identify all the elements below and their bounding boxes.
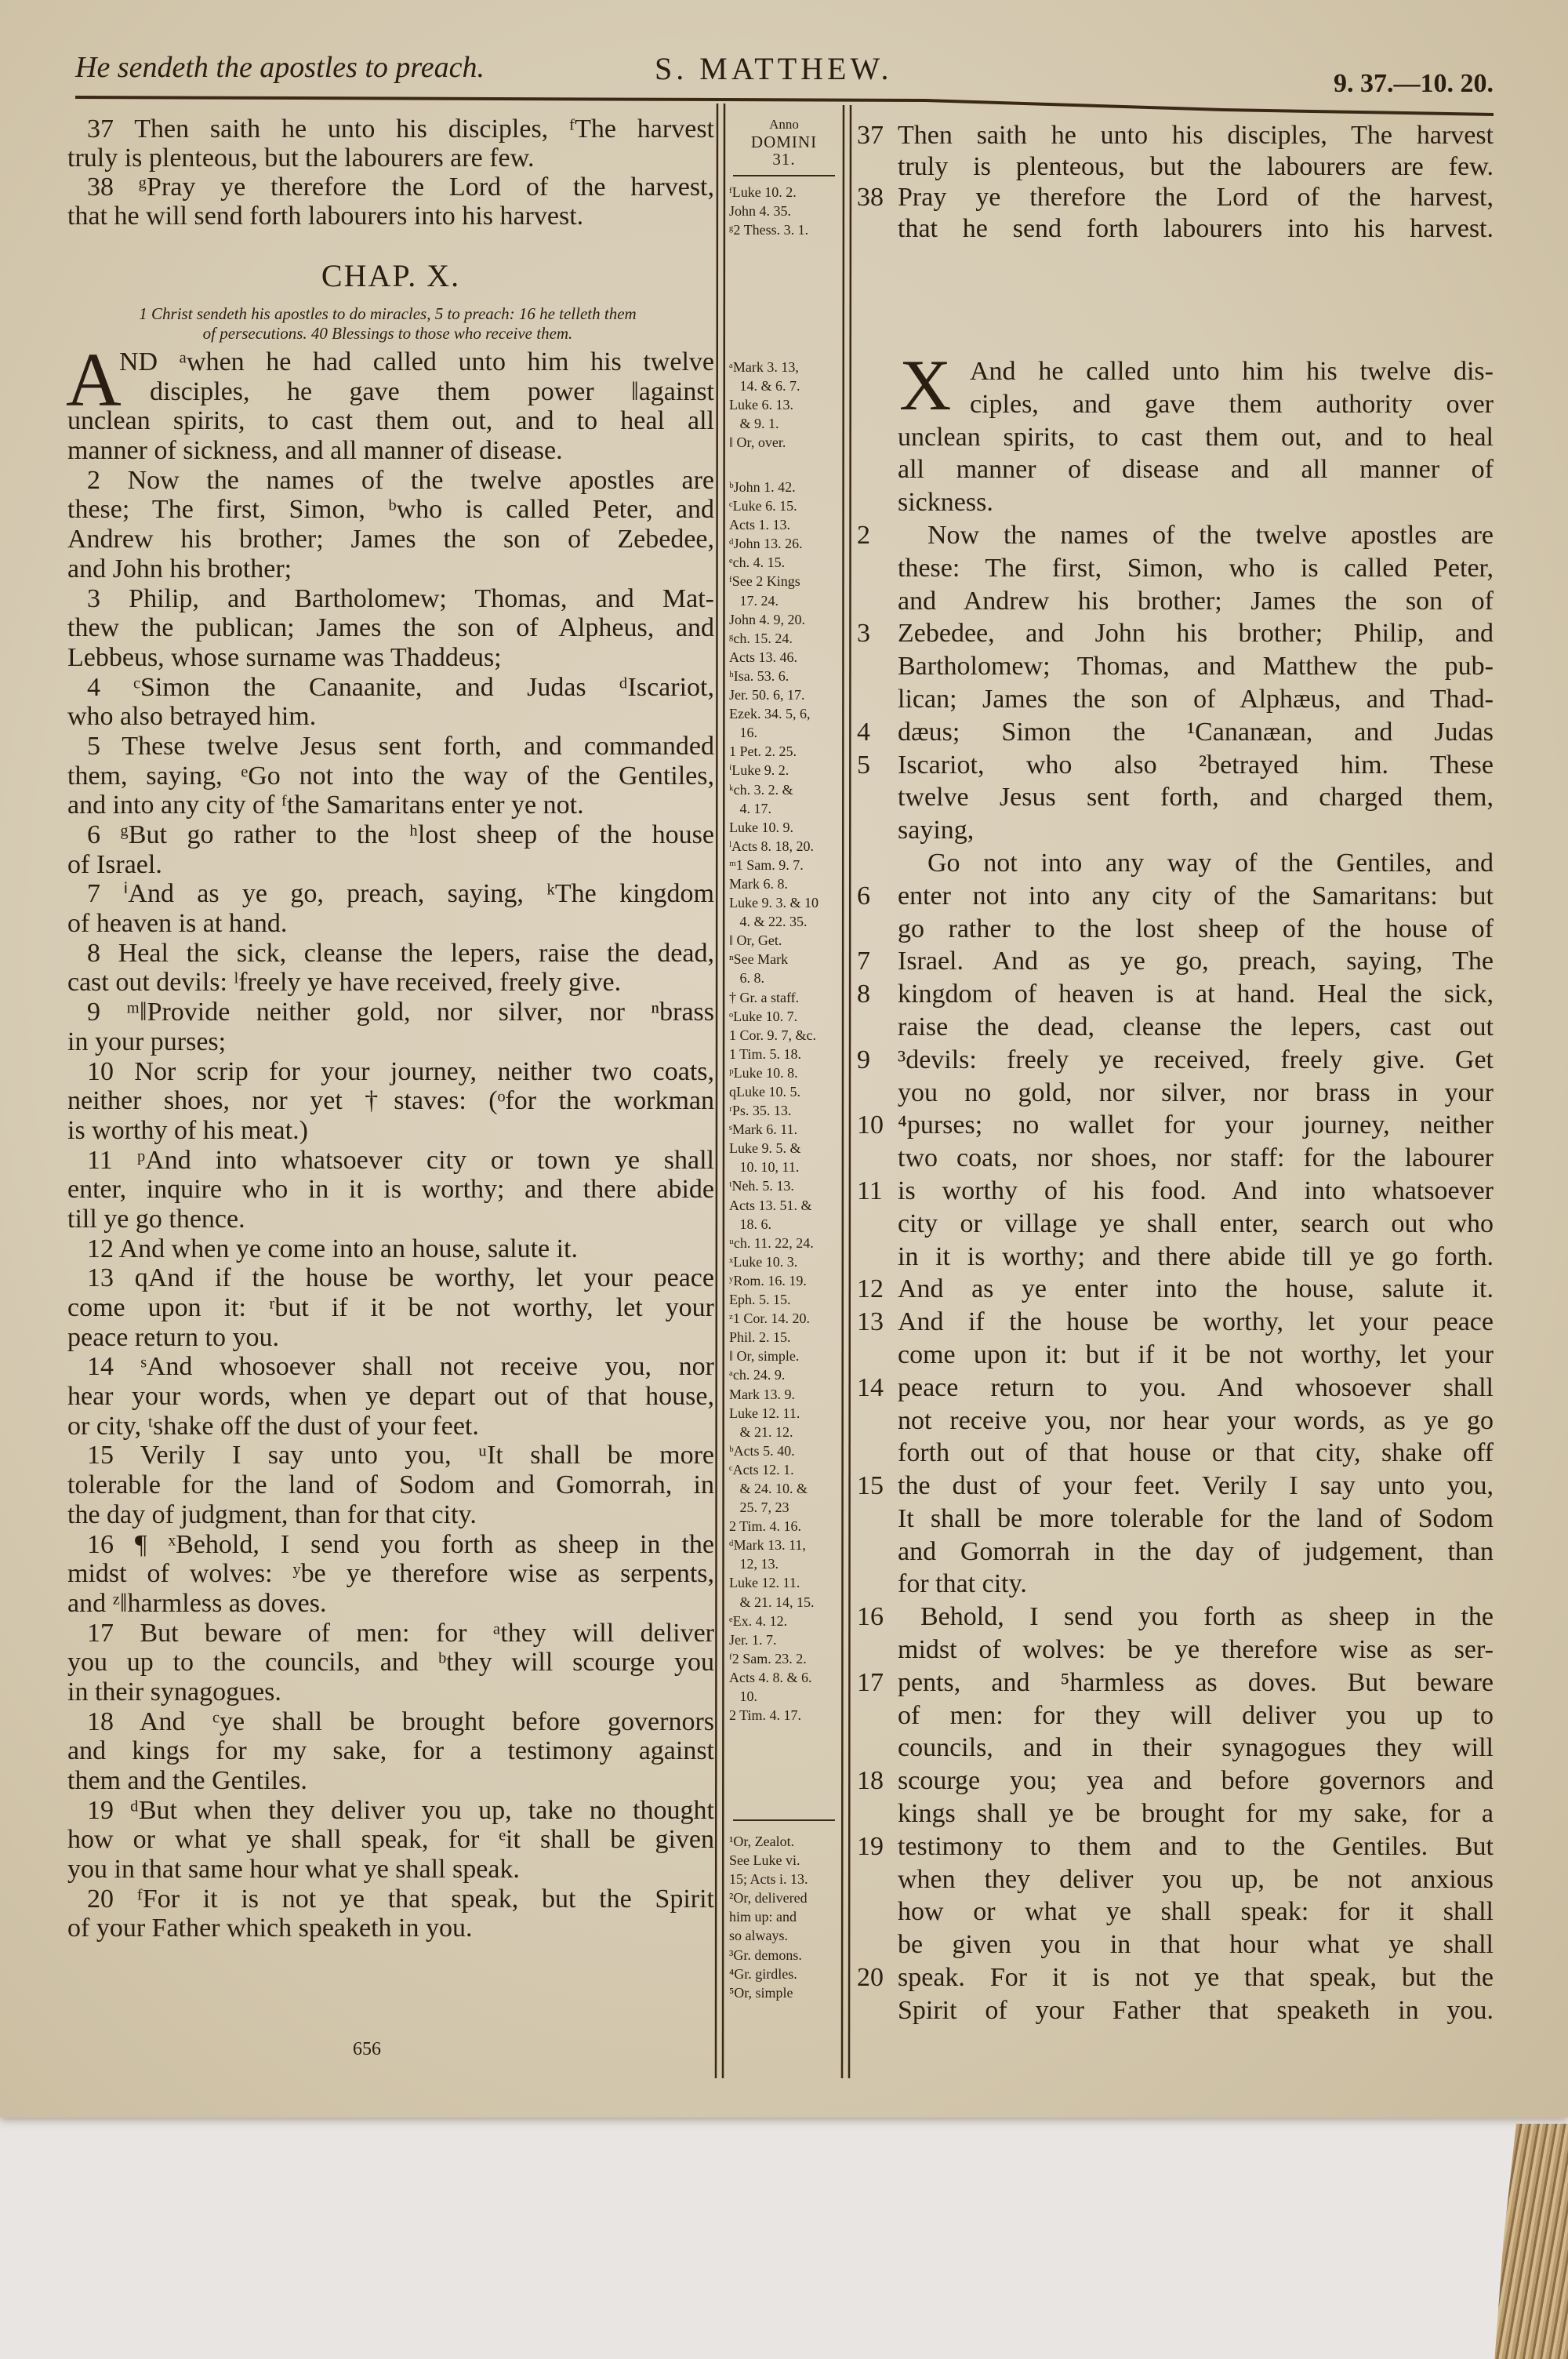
text-line: 11 ᵖAnd into whatsoever city or town ye shall (87, 1145, 714, 1175)
text-line: 16 ¶ ˣBehold, I send you forth as sheep in the (87, 1529, 714, 1559)
text-line (857, 1797, 1494, 1830)
text-line: till ye go thence. (67, 1204, 245, 1234)
text-line: of your Father which speaketh in you. (67, 1914, 473, 1943)
margin-reference: ʰIsa. 53. 6. (729, 667, 789, 684)
text-line: 3 Philip, and Bartholomew; Thomas, and Mat- (87, 583, 714, 613)
text-line: the day of judgment, than for that city. (67, 1499, 477, 1529)
text-line: and kings for my sake, for a testimony against (67, 1736, 714, 1766)
verse-number: 20 (857, 1963, 884, 1993)
text-line: 9 ᵐ‖Provide neither gold, nor silver, nor ⁿbrass (87, 998, 714, 1027)
margin-reference: Phil. 2. 15. (729, 1329, 791, 1346)
margin-reference: 1 Cor. 9. 7, &c. (729, 1027, 816, 1043)
verse-number: 13 (857, 1307, 884, 1337)
verse-text: pents, and ⁵harmless as doves. But beware (898, 1667, 1494, 1697)
margin-reference: ˣLuke 10. 3. (729, 1253, 798, 1270)
verse-number: 38 (857, 183, 884, 213)
margin-reference: 25. 7, 23 (729, 1499, 789, 1516)
text-line: 17 But beware of men: for ᵃthey will deliver (87, 1618, 714, 1648)
margin-reference: Luke 9. 3. & 10 (729, 895, 818, 911)
verse-text: raise the dead, cleanse the lepers, cast out (898, 1012, 1494, 1041)
text-line (857, 1896, 1494, 1928)
text-line (857, 650, 1494, 683)
text-line (857, 1961, 1494, 1994)
margin-reference: ᵈJohn 13. 26. (729, 536, 803, 552)
text-line: 2 Now the names of the twelve apostles are (87, 465, 714, 495)
verse-number: 16 (857, 1602, 884, 1632)
text-line: of heaven is at hand. (67, 909, 288, 939)
verse-text: sickness. (898, 488, 993, 518)
text-line (857, 847, 1494, 880)
text-line (857, 781, 1494, 814)
verse-number: 5 (857, 750, 870, 780)
verse-text: of men: for they will deliver you up to (898, 1700, 1494, 1730)
verse-text: enter not into any city of the Samaritans: but (898, 881, 1494, 911)
verse-text: not receive you, nor hear your words, as ye go (898, 1405, 1494, 1435)
verse-text: in it is worthy; and there abide till ye go forth. (898, 1241, 1494, 1271)
text-line: in their synagogues. (67, 1677, 281, 1707)
text-line: 20 ᶠFor it is not ye that speak, but the Spirit (87, 1884, 714, 1914)
text-line: 37 Then saith he unto his disciples, ᶠThe harvest (87, 114, 714, 144)
verse-text: lican; James the son of Alphæus, and Thad- (898, 684, 1494, 714)
text-line: 13 qAnd if the house be worthy, let your peace (87, 1263, 714, 1293)
verse-text: speak. For it is not ye that speak, but the (898, 1963, 1494, 1993)
verse-text: for that city. (898, 1569, 1027, 1599)
text-line: 12 And when ye come into an house, salute it. (87, 1234, 579, 1263)
text-line: is worthy of his meat.) (67, 1115, 308, 1145)
text-line (857, 1568, 1494, 1601)
margin-reference: 16. (729, 725, 757, 741)
text-line (857, 1077, 1494, 1110)
text-line (857, 749, 1494, 782)
verse-number: 15 (857, 1471, 884, 1501)
margin-notes (729, 1832, 843, 2002)
text-line: of Israel. (67, 849, 162, 879)
text-line: neither shoes, nor yet †staves: (ᵒfor the workman (67, 1086, 714, 1116)
text-line (857, 1928, 1494, 1961)
verse-number: 8 (857, 980, 870, 1009)
verse-text: Go not into any way of the Gentiles, and (927, 848, 1494, 878)
text-line: 38 ᵍPray ye therefore the Lord of the harvest, (87, 173, 714, 202)
margin-reference: ‖ Or, over. (729, 434, 786, 451)
verse-text: peace return to you. And whosoever shall (898, 1372, 1494, 1402)
margin-reference: Luke 9. 5. & (729, 1140, 801, 1157)
text-line (857, 978, 1494, 1011)
text-line: 8 Heal the sick, cleanse the lepers, raise the dead, (87, 938, 714, 968)
verse-text: truly is plenteous, but the labourers are few. (898, 151, 1494, 181)
verse-number: 9 (857, 1045, 870, 1074)
text-line (857, 388, 1494, 421)
margin-references (729, 183, 843, 239)
text-line (857, 1044, 1494, 1077)
text-line (857, 880, 1494, 913)
text-line (857, 120, 1494, 151)
text-line: you up to the councils, and ᵇthey will scourge you (67, 1648, 714, 1677)
margin-reference: 1 Pet. 2. 25. (729, 743, 797, 760)
verse-number: 12 (857, 1274, 884, 1304)
verse-text: is worthy of his food. And into whatsoever (898, 1176, 1494, 1205)
text-line (857, 1437, 1494, 1470)
text-line: truly is plenteous, but the labourers are few. (67, 144, 535, 173)
text-line: these; The first, Simon, ᵇwho is called Peter, and (67, 495, 714, 525)
text-line (857, 1011, 1494, 1044)
text-line: cast out devils: ˡfreely ye have received, freely give. (67, 968, 622, 998)
text-line: and John his brother; (67, 554, 292, 583)
margin-reference: John 4. 9, 20. (729, 611, 806, 627)
right-column-intro (857, 120, 1494, 245)
verse-text: that he send forth labourers into his harvest. (898, 214, 1494, 244)
verse-number: 18 (857, 1766, 884, 1796)
text-line: 15 Verily I say unto you, ᵘIt shall be more (87, 1441, 714, 1470)
verse-number: 14 (857, 1372, 884, 1402)
margin-reference: Acts 13. 51. & (729, 1197, 812, 1213)
verse-text: Bartholomew; Thomas, and Matthew the pub- (898, 652, 1494, 682)
margin-reference: ᵒLuke 10. 7. (729, 1008, 798, 1024)
margin-reference: 10. (729, 1688, 757, 1704)
verse-text: city or village ye shall enter, search out who (898, 1209, 1494, 1238)
left-column-text (67, 347, 714, 1943)
verse-text: midst of wolves: be ye therefore wise as ser- (898, 1635, 1494, 1665)
verse-text: Then saith he unto his disciples, The harvest (898, 121, 1494, 150)
column-rule-left-b (723, 104, 724, 2078)
text-line (857, 1306, 1494, 1339)
margin-reference: Ezek. 34. 5, 6, (729, 706, 811, 722)
verse-text: go rather to the lost sheep of the house of (898, 914, 1494, 943)
text-line (857, 1109, 1494, 1142)
margin-reference: Luke 12. 11. (729, 1575, 800, 1591)
margin-reference: † Gr. a staff. (729, 989, 800, 1005)
text-line: disciples, he gave them power ‖against (150, 376, 714, 406)
text-line: 18 And ᶜye shall be brought before governors (87, 1707, 714, 1736)
margin-reference: ᶠLuke 10. 2. (729, 184, 797, 200)
verse-text: come upon it: but if it be not worthy, let your (898, 1339, 1494, 1369)
margin-reference: Eph. 5. 15. (729, 1292, 791, 1308)
verse-text: and Andrew his brother; James the son of (898, 586, 1494, 616)
text-line: 5 These twelve Jesus sent forth, and commanded (87, 731, 714, 761)
text-line: 4 ᶜSimon the Canaanite, and Judas ᵈIscariot, (87, 672, 714, 702)
margin-reference: so always. (729, 1928, 788, 1944)
verse-text: twelve Jesus sent forth, and charged them, (898, 783, 1494, 812)
verse-text: kingdom of heaven is at hand. Heal the sick, (898, 980, 1494, 1009)
verse-text: ciples, and gave them authority over (970, 389, 1494, 419)
text-line (857, 1175, 1494, 1208)
text-line: hear your words, when ye depart out of that house, (67, 1382, 714, 1412)
text-line (857, 913, 1494, 946)
margin-reference: ᵃch. 24. 9. (729, 1367, 786, 1383)
verse-text: saying, (898, 816, 975, 845)
margin-reference: ᵗNeh. 5. 13. (729, 1178, 794, 1194)
verse-number: 6 (857, 881, 870, 911)
verse-number: 19 (857, 1831, 884, 1861)
margin-reference: 12, 13. (729, 1556, 779, 1572)
text-line: Lebbeus, whose surname was Thaddeus; (67, 642, 502, 672)
margin-reference: Luke 6. 13. (729, 397, 793, 413)
margin-reference: ⁱLuke 9. 2. (729, 762, 789, 779)
text-line: who also betrayed him. (67, 702, 317, 732)
verse-text: kings shall ye be brought for my sake, for a (898, 1799, 1494, 1829)
text-line (857, 519, 1494, 552)
margin-reference: ᵇActs 5. 40. (729, 1442, 795, 1459)
margin-reference: ᶜActs 12. 1. (729, 1461, 794, 1478)
chapter-summary (56, 304, 719, 343)
verse-text: unclean spirits, to cast them out, and to heal (898, 422, 1494, 452)
text-line (857, 617, 1494, 650)
verse-number: 11 (857, 1176, 883, 1205)
text-line: and into any city of ᶠthe Samaritans enter ye not. (67, 791, 584, 820)
margin-references (729, 478, 843, 1725)
text-line: 19 ᵈBut when they deliver you up, take no thought (87, 1795, 714, 1825)
verse-text: forth out of that house or that city, shake off (898, 1438, 1494, 1468)
text-line (857, 1536, 1494, 1568)
margin-reference: qLuke 10. 5. (729, 1084, 800, 1100)
margin-reference: ᵏch. 3. 2. & (729, 781, 793, 798)
text-line: midst of wolves: ʸbe ye therefore wise as serpents, (67, 1559, 714, 1589)
margin-reference: Acts 1. 13. (729, 517, 790, 533)
margin-reference: 10. 10, 11. (729, 1159, 800, 1176)
margin-reference: ²Or, delivered (729, 1890, 808, 1906)
margin-reference: ᵐ1 Sam. 9. 7. (729, 856, 804, 873)
text-line (857, 716, 1494, 749)
margin-reference: ʸRom. 16. 19. (729, 1272, 807, 1289)
left-column-intro (67, 114, 714, 231)
margin-reference: ³Gr. demons. (729, 1946, 802, 1963)
text-line (857, 1503, 1494, 1536)
margin-reference: 2 Tim. 4. 17. (729, 1707, 802, 1724)
verse-text: And as ye enter into the house, salute it. (898, 1274, 1494, 1304)
text-line: manner of sickness, and all manner of disease. (67, 436, 563, 466)
verse-text: And if the house be worthy, let your peace (898, 1307, 1494, 1337)
verse-text: testimony to them and to the Gentiles. But (898, 1831, 1494, 1861)
text-line (857, 486, 1494, 519)
margin-reference: 4. & 22. 35. (729, 914, 808, 930)
verse-text: And he called unto him his twelve dis- (970, 357, 1494, 386)
margin-reference: 1 Tim. 5. 18. (729, 1045, 802, 1062)
verse-number: 7 (857, 947, 870, 976)
text-line: that he will send forth labourers into his harvest. (67, 202, 584, 231)
margin-reference: 6. 8. (729, 970, 764, 987)
domini-label: DOMINI (750, 133, 818, 151)
margin-reference: Mark 13. 9. (729, 1386, 795, 1402)
text-line (857, 552, 1494, 585)
verse-text: the dust of your feet. Verily I say unto you, (898, 1471, 1494, 1501)
bookmark-ribbon (1482, 2124, 1568, 2359)
margin-reference: ‖ Or, simple. (729, 1348, 800, 1365)
margin-reference: 18. 6. (729, 1216, 771, 1232)
margin-references (729, 358, 843, 452)
verse-text: and Gomorrah in the day of judgement, than (898, 1536, 1494, 1566)
margin-reference: him up: and (729, 1909, 797, 1925)
text-line (857, 1208, 1494, 1241)
summary-line: 1 Christ sendeth his apostles to do miracles, 5 to preach: 16 he telleth them (139, 304, 637, 323)
verse-text: scourge you; yea and before governors and (898, 1766, 1494, 1796)
margin-reference: 15; Acts i. 13. (729, 1871, 808, 1888)
text-line: 7 ⁱAnd as ye go, preach, saying, ᵏThe kingdom (87, 879, 714, 909)
margin-reference: ˢMark 6. 11. (729, 1121, 798, 1138)
text-line (857, 182, 1494, 213)
column-rule-left-a (716, 104, 717, 2078)
verse-text: two coats, nor shoes, nor staff: for the labourer (898, 1143, 1494, 1173)
margin-reference: 2 Tim. 4. 16. (729, 1518, 802, 1535)
verse-number: 17 (857, 1667, 884, 1697)
text-line: how or what ye shall speak, for ᵉit shall be given (67, 1825, 714, 1855)
margin-reference: ʳPs. 35. 13. (729, 1103, 792, 1119)
text-line (857, 1732, 1494, 1765)
header-rule (75, 97, 1494, 114)
verse-number: 4 (857, 717, 870, 747)
text-line: thew the publican; James the son of Alpheus, and (67, 613, 714, 643)
margin-reference: ᵘch. 11. 22, 24. (729, 1234, 814, 1251)
text-line (857, 355, 1494, 388)
verse-number: 2 (857, 520, 870, 550)
text-line: Andrew his brother; James the son of Zebedee, (67, 525, 714, 554)
text-line: or city, ᵗshake off the dust of your feet. (67, 1411, 479, 1441)
verse-text: Behold, I send you forth as sheep in the (920, 1602, 1494, 1632)
verse-text: when they deliver you up, be not anxious (898, 1864, 1494, 1894)
text-line: 10 Nor scrip for your journey, neither two coats, (87, 1056, 714, 1086)
margin-reference: 4. 17. (729, 800, 771, 816)
text-line: them, saying, ᵉGo not into the way of the Gentiles, (67, 761, 714, 791)
text-line: them and the Gentiles. (67, 1766, 307, 1795)
text-line: peace return to you. (67, 1322, 279, 1352)
margin-reference: & 21. 12. (729, 1423, 793, 1440)
margin-reference: Acts 4. 8. & 6. (729, 1669, 812, 1685)
text-line (857, 1405, 1494, 1438)
margin-reference: John 4. 35. (729, 203, 792, 220)
verse-text: councils, and in their synagogues they will (898, 1733, 1494, 1763)
margin-reference: ᶠ2 Sam. 23. 2. (729, 1650, 807, 1667)
dropcap-left: A (66, 338, 122, 423)
text-line (857, 1241, 1494, 1274)
text-line: tolerable for the land of Sodom and Gomorrah, in (67, 1470, 714, 1500)
text-line: you in that same hour what ye shall speak. (67, 1855, 520, 1885)
text-line (857, 1699, 1494, 1732)
page-number: 656 (353, 2039, 381, 2059)
verse-text: ⁴purses; no wallet for your journey, neither (898, 1110, 1494, 1140)
margin-reference: ᵃMark 3. 13, (729, 359, 799, 375)
margin-reference: 14. & 6. 7. (729, 378, 800, 394)
right-column-text (857, 355, 1494, 2027)
text-line: in your purses; (67, 1027, 227, 1056)
text-line: 14 ˢAnd whosoever shall not receive you, nor (87, 1352, 714, 1382)
text-line (857, 1601, 1494, 1634)
text-line (857, 421, 1494, 454)
verse-text: Pray ye therefore the Lord of the harvest, (898, 183, 1494, 213)
margin-reference: Acts 13. 46. (729, 649, 797, 665)
margin-reference: & 21. 14, 15. (729, 1594, 815, 1610)
margin-reference: & 9. 1. (729, 416, 779, 432)
text-line (857, 1273, 1494, 1306)
column-rule-right-b (849, 105, 851, 2078)
text-line (857, 1863, 1494, 1896)
text-line (857, 1470, 1494, 1503)
text-line: come upon it: ʳbut if it be not worthy, let your (67, 1293, 714, 1322)
margin-reference: Luke 12. 11. (729, 1405, 800, 1421)
verse-text: Spirit of your Father that speaketh in you. (898, 1995, 1494, 2025)
summary-line: of persecutions. 40 Blessings to those who receive them. (202, 324, 573, 343)
margin-reference: ᵉch. 4. 15. (729, 554, 786, 571)
text-line: ND ᵃwhen he had called unto him his twelve (119, 347, 714, 376)
text-line: and ᶻ‖harmless as doves. (67, 1588, 327, 1618)
text-line: enter, inquire who in it is worthy; and there abide (67, 1175, 714, 1205)
margin-reference: ⁿSee Mark (729, 951, 789, 968)
margin-reference: Luke 10. 9. (729, 819, 793, 835)
verse-number: 3 (857, 619, 870, 649)
verse-text: Iscariot, who also ²betrayed him. These (898, 750, 1494, 780)
chapter-heading: CHAP. X. (321, 258, 461, 293)
margin-reference: 17. 24. (729, 592, 779, 609)
text-line (857, 453, 1494, 486)
margin-reference: Jer. 1. 7. (729, 1631, 777, 1648)
margin-reference: ᶠSee 2 Kings (729, 573, 800, 590)
text-line: unclean spirits, to cast them out, and to heal all (67, 406, 714, 436)
text-line (857, 945, 1494, 978)
text-line (857, 1667, 1494, 1699)
chapter-verse-reference: 9. 37.—10. 20. (1334, 69, 1494, 98)
text-line (857, 213, 1494, 245)
margin-reference: ˡActs 8. 18, 20. (729, 838, 814, 854)
verse-text: you no gold, nor silver, nor brass in your (898, 1078, 1494, 1107)
margin-reference: Mark 6. 8. (729, 875, 788, 892)
anno-domini (725, 116, 843, 168)
anno-label: Anno (769, 117, 799, 132)
text-line: 6 ᵍBut go rather to the ʰlost sheep of the house (87, 820, 714, 849)
text-line (857, 814, 1494, 847)
verse-number: 37 (857, 121, 884, 150)
year-label: 31. (772, 150, 796, 169)
verse-text: Now the names of the twelve apostles are (927, 520, 1494, 550)
book-title: S. MATTHEW. (655, 51, 893, 86)
text-line (857, 1142, 1494, 1175)
verse-text: Zebedee, and John his brother; Philip, and (898, 619, 1494, 649)
margin-reference: ⁵Or, simple (729, 1984, 793, 2001)
margin-reference: ¹Or, Zealot. (729, 1834, 795, 1849)
margin-reference: ᵉEx. 4. 12. (729, 1612, 788, 1629)
verse-text: ³devils: freely ye received, freely give. Get (898, 1045, 1494, 1074)
margin-reference: ᵇJohn 1. 42. (729, 479, 796, 495)
margin-reference: ᵍch. 15. 24. (729, 630, 793, 646)
text-line (857, 1372, 1494, 1405)
margin-reference: ᵍ2 Thess. 3. 1. (729, 222, 809, 238)
verse-text: be given you in that hour what ye shall (898, 1930, 1494, 1960)
verse-text: dæus; Simon the ¹Cananæan, and Judas (898, 717, 1494, 747)
margin-reference: ᶻ1 Cor. 14. 20. (729, 1310, 810, 1327)
margin-reference: See Luke vi. (729, 1852, 800, 1869)
margin-reference: ⁴Gr. girdles. (729, 1965, 797, 1982)
margin-reference: & 24. 10. & (729, 1480, 808, 1496)
dropcap-right: X (899, 345, 952, 425)
text-line (857, 1634, 1494, 1667)
text-line (857, 585, 1494, 618)
verse-number: 10 (857, 1110, 884, 1140)
verse-text: these: The first, Simon, who is called Peter, (898, 553, 1494, 583)
text-line (857, 1765, 1494, 1797)
margin-reference: ᶜLuke 6. 15. (729, 498, 797, 514)
verse-text: It shall be more tolerable for the land of Sodom (898, 1503, 1494, 1533)
verse-text: all manner of disease and all manner of (898, 455, 1494, 485)
text-line (857, 1339, 1494, 1372)
text-line (857, 151, 1494, 183)
margin-reference: ‖ Or, Get. (729, 932, 782, 949)
text-line (857, 1994, 1494, 2027)
running-title: He sendeth the apostles to preach. (75, 51, 485, 84)
text-line (857, 683, 1494, 716)
verse-text: Israel. And as ye go, preach, saying, The (898, 947, 1494, 976)
text-line (857, 1830, 1494, 1863)
verse-text: how or what ye shall speak: for it shall (898, 1897, 1494, 1927)
margin-reference: ᵖLuke 10. 8. (729, 1064, 798, 1081)
margin-reference: ᵈMark 13. 11, (729, 1537, 806, 1554)
margin-reference: Jer. 50. 6, 17. (729, 687, 805, 703)
